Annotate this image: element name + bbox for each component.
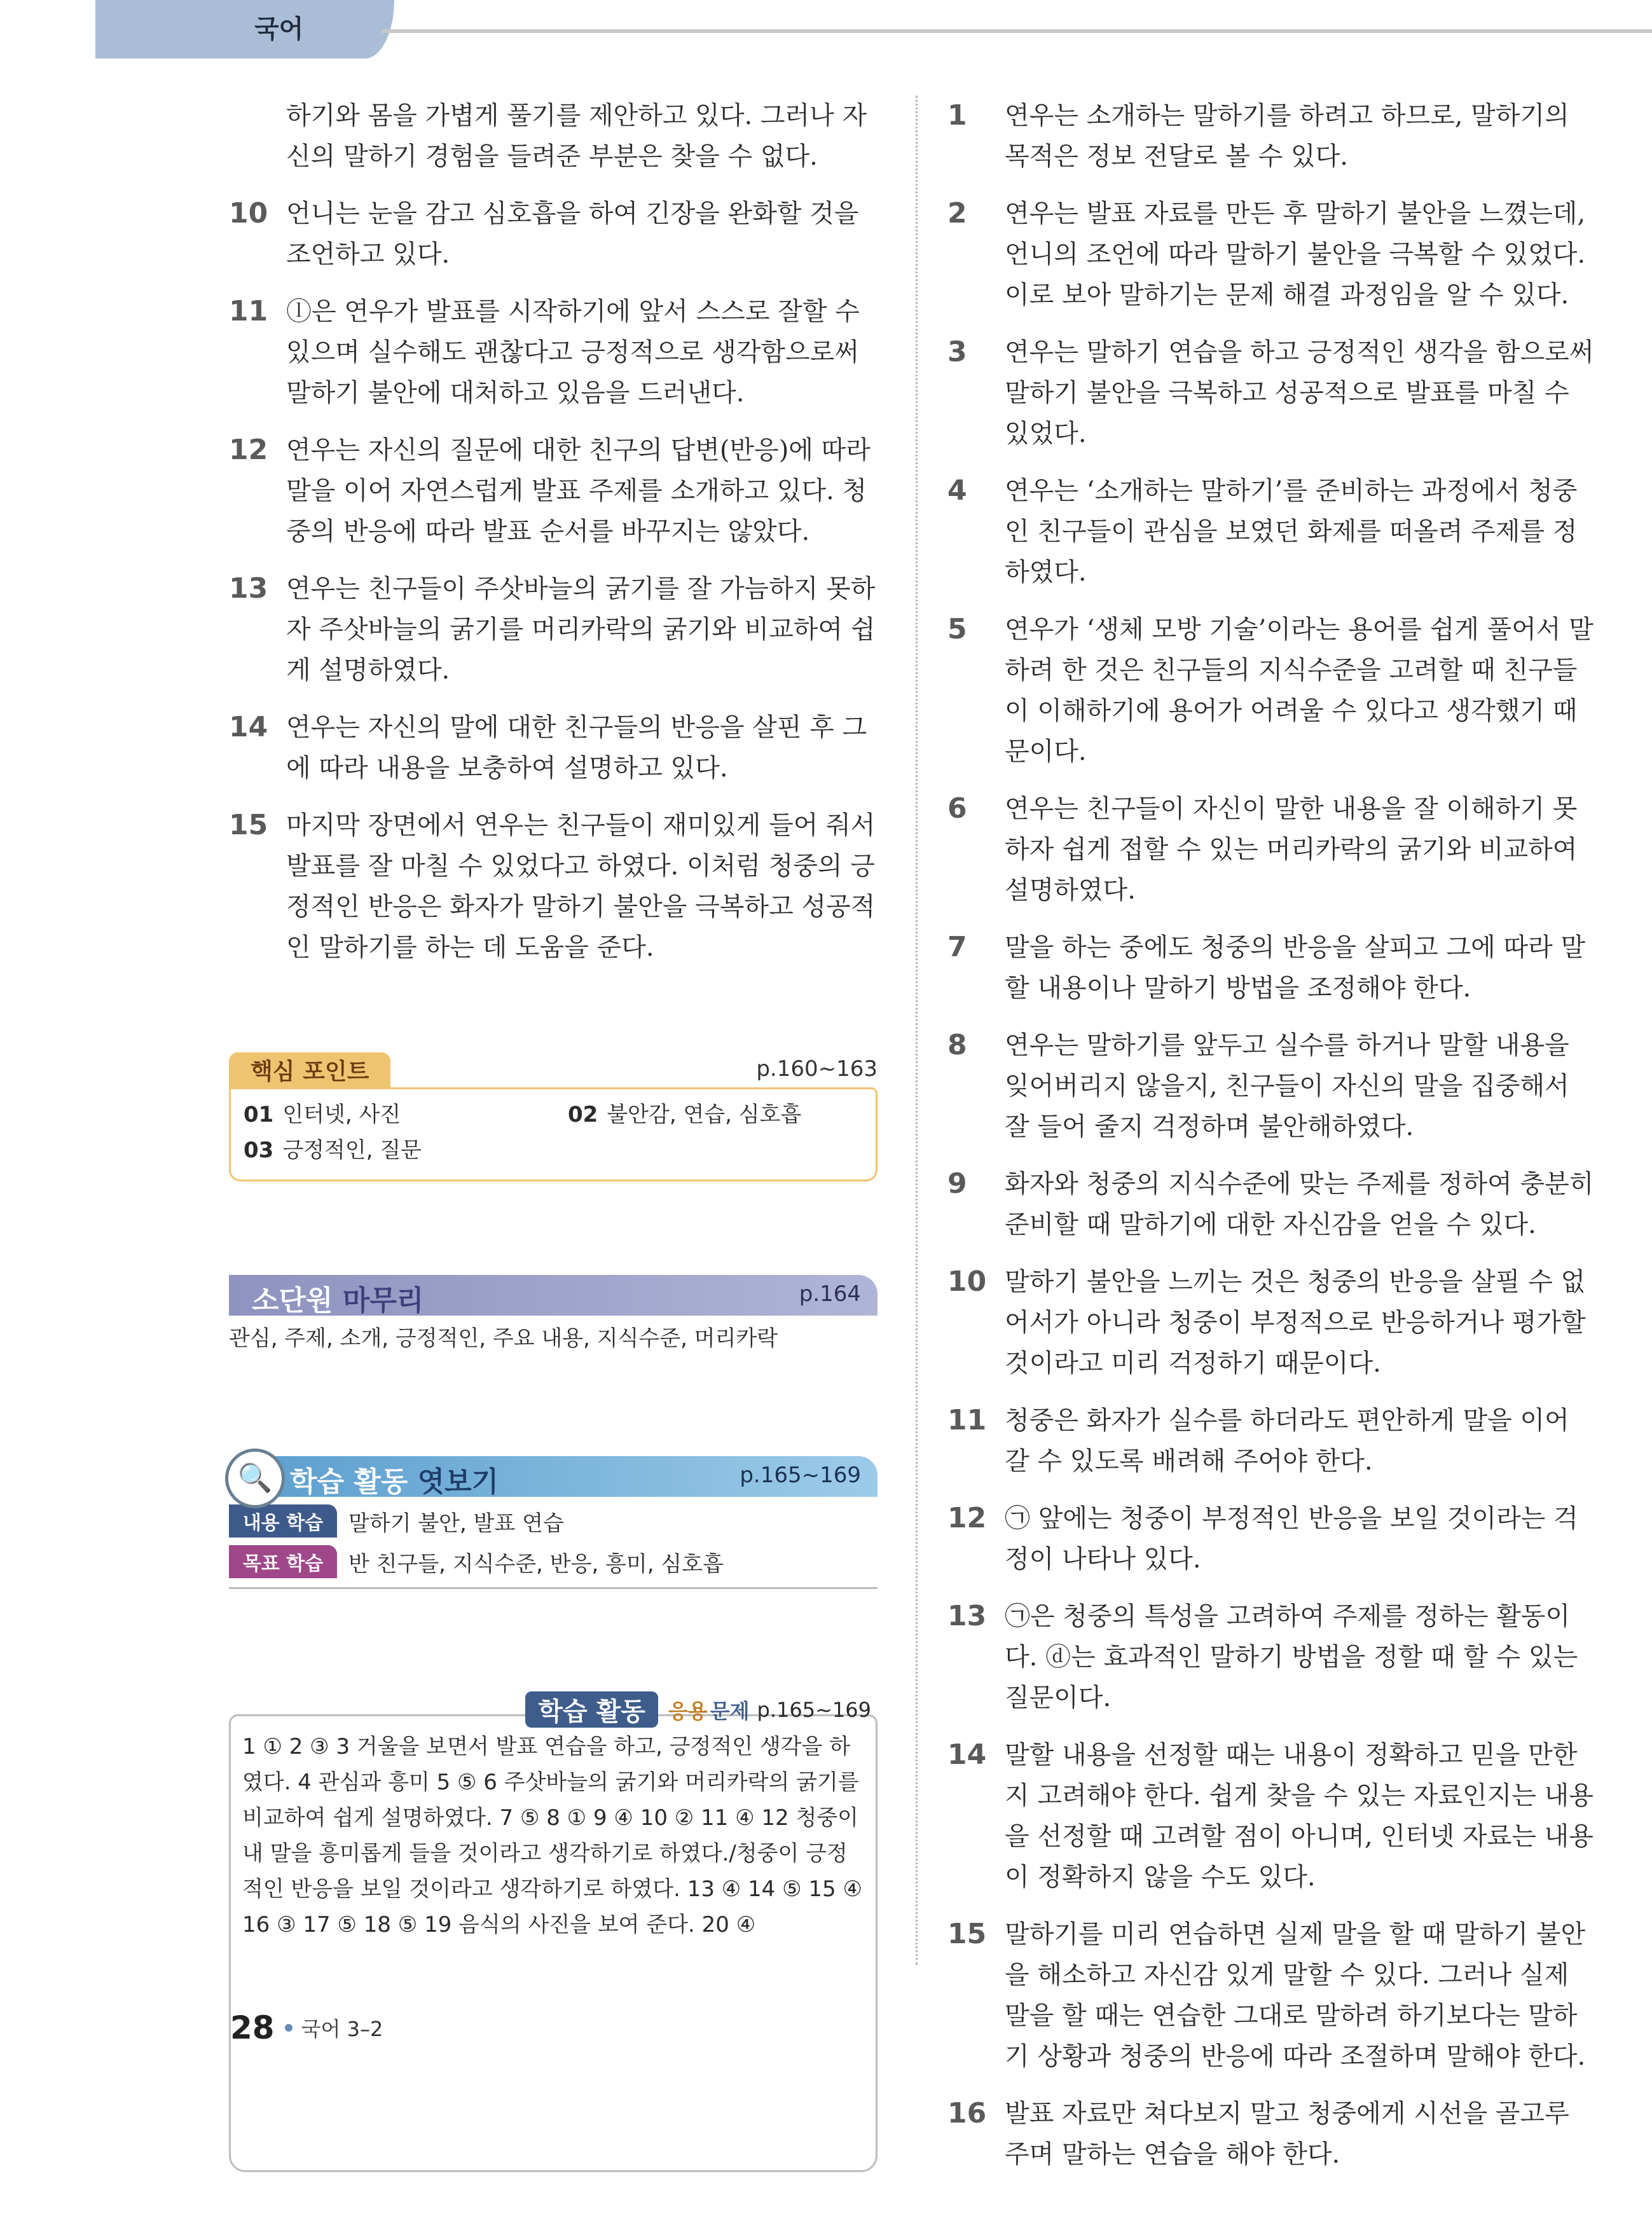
key-point-box	[229, 1052, 878, 1181]
answer-number: 5	[947, 613, 967, 645]
answer-number: 13	[947, 1600, 987, 1632]
answer-number: 10	[947, 1265, 987, 1298]
answer-text: ㉠ 앞에는 청중이 부정적인 반응을 보일 것이라는 걱정이 나타나 있다.	[1005, 1504, 1578, 1574]
answer-text: 연우가 ‘생체 모방 기술’이라는 용어를 쉽게 풀어서 말하려 한 것은 친구들의 지식수준을 고려할 때 친구들이 이해하기에 용어가 어려울 수 있다고 생각했기 때문이다.	[1005, 615, 1593, 766]
subject-title: 국어	[254, 15, 304, 44]
activity-preview-box	[229, 1456, 878, 1589]
right-column	[947, 95, 1596, 2191]
unit-summary-title: 소단원 마무리	[252, 1284, 424, 1317]
answer-text: 연우는 자신의 말에 대한 친구들의 반응을 살핀 후 그에 따라 내용을 보충하여 설명하고 있다.	[286, 713, 867, 783]
answer-item	[947, 1596, 1596, 1718]
answer-text: 연우는 친구들이 주삿바늘의 굵기를 잘 가늠하지 못하자 주삿바늘의 굵기를 머리카락의 굵기와 비교하여 쉽게 설명하였다.	[286, 574, 876, 685]
answer-number: 9	[947, 1167, 967, 1200]
answer-number: 11	[229, 295, 268, 327]
unit-summary-bar	[229, 1275, 878, 1316]
answer-text: 발표 자료만 쳐다보지 말고 청중에게 시선을 골고루 주며 말하는 연습을 해야 한다.	[1005, 2099, 1569, 2169]
magnifier-icon: 🔍	[225, 1449, 285, 1508]
answer-item	[947, 788, 1596, 911]
answer-item	[947, 1735, 1596, 1897]
answer-number: 15	[229, 809, 268, 841]
preview-row	[229, 1504, 878, 1538]
key-point-entry: 02 불안감, 연습, 심호흡	[568, 1102, 802, 1127]
answer-text: 말을 하는 중에도 청중의 반응을 살피고 그에 따라 말할 내용이나 말하기 방법을 조정해야 한다.	[1005, 933, 1586, 1003]
goal-learning-tag: 목표 학습	[229, 1545, 337, 1578]
answer-item	[947, 1164, 1596, 1245]
answers-page: p.165~169	[757, 1697, 871, 1722]
answers-header	[525, 1691, 871, 1728]
activity-preview-page: p.165~169	[740, 1463, 861, 1488]
answer-item	[947, 1914, 1596, 2077]
answer-text: ⓛ은 연우가 발표를 시작하기에 앞서 스스로 잘할 수 있으며 실수해도 괜찮다고 긍정적으로 생각함으로써 말하기 불안에 대처하고 있음을 드러낸다.	[286, 297, 860, 408]
answer-number: 11	[947, 1404, 987, 1436]
book-title: 국어 3–2	[301, 2017, 383, 2041]
unit-summary-page: p.164	[799, 1281, 861, 1307]
answer-number: 13	[229, 572, 268, 605]
answer-item	[947, 193, 1596, 315]
key-point-body	[229, 1087, 878, 1181]
right-answer-list	[947, 95, 1596, 2175]
left-intro-paragraph: 하기와 몸을 가볍게 풀기를 제안하고 있다. 그러나 자신의 말하기 경험을 들려준 부분은 찾을 수 없다.	[286, 101, 867, 171]
answer-text: 연우는 ‘소개하는 말하기’를 준비하는 과정에서 청중인 친구들이 관심을 보였던 화제를 떠올려 주제를 정하였다.	[1005, 476, 1578, 587]
answer-number: 12	[229, 434, 268, 466]
answer-item	[947, 2093, 1596, 2175]
key-point-entry: 03 긍정적인, 질문	[244, 1138, 422, 1163]
answer-item	[229, 805, 878, 968]
answer-item	[947, 609, 1596, 772]
answer-item	[229, 707, 878, 788]
answers-label-a: 응용	[668, 1698, 708, 1723]
subject-tab	[95, 0, 394, 59]
preview-row-text: 반 친구들, 지식수준, 반응, 흥미, 심호흡	[348, 1551, 724, 1577]
answer-text: 연우는 말하기 연습을 하고 긍정적인 생각을 함으로써 말하기 불안을 극복하고 성공적으로 발표를 마칠 수 있었다.	[1005, 338, 1594, 448]
answer-text: 연우는 자신의 질문에 대한 친구의 답변(반응)에 따라 말을 이어 자연스럽게 발표 주제를 소개하고 있다. 청중의 반응에 따라 발표 순서를 바꾸지는 않았다.	[286, 436, 871, 546]
answer-text: 연우는 발표 자료를 만든 후 말하기 불안을 느꼈는데, 언니의 조언에 따라 말하기 불안을 극복할 수 있었다. 이로 보아 말하기는 문제 해결 과정임을 알 수 있다.	[1005, 199, 1586, 310]
unit-summary-text: 관심, 주제, 소개, 긍정적인, 주요 내용, 지식수준, 머리카락	[229, 1326, 778, 1351]
answers-tab: 학습 활동	[525, 1691, 658, 1728]
unit-summary-box	[229, 1275, 878, 1356]
answer-text: 연우는 소개하는 말하기를 하려고 하므로, 말하기의 목적은 정보 전달로 볼 수 있다.	[1005, 101, 1569, 171]
answer-text: 연우는 친구들이 자신이 말한 내용을 잘 이해하기 못하자 쉽게 접할 수 있는 머리카락의 굵기와 비교하여 설명하였다.	[1005, 794, 1578, 905]
answer-text: 청중은 화자가 실수를 하더라도 편안하게 말을 이어 갈 수 있도록 배려해 주어야 한다.	[1005, 1406, 1569, 1476]
key-point-label: 핵심 포인트	[229, 1052, 390, 1087]
bullet-dot-icon	[285, 2024, 293, 2032]
answer-item	[947, 1262, 1596, 1384]
answer-item	[947, 95, 1596, 177]
answer-number: 2	[947, 197, 967, 230]
answer-text: 언니는 눈을 감고 심호흡을 하여 긴장을 완화할 것을 조언하고 있다.	[286, 199, 859, 269]
activity-preview-title: 학습 활동 엿보기	[290, 1466, 499, 1498]
answer-number: 8	[947, 1029, 967, 1061]
left-column	[229, 95, 878, 984]
answers-text: 1 ① 2 ③ 3 거울을 보면서 발표 연습을 하고, 긍정적인 생각을 하였다. 4 관심과 흥미 5 ⑤ 6 주삿바늘의 굵기와 머리카락의 굵기를 비교하여 쉽게 설명하였다. 7 ⑤ 8 ① 9 ④ 10 ② 11 ④ 12 청중이 내 말을 흥미롭게 들을 것이라고 생각하기로 하였다./청중이 긍정적인 반응을 보일 것이라고 생각하기로 하였다. 13 ④ 14 ⑤ 15 ④ 16 ③ 17 ⑤ 18 ⑤ 19 음식의 사진을 보여 준다. 20 ④	[229, 1714, 878, 2172]
answer-number: 6	[947, 792, 967, 825]
answer-item	[947, 1498, 1596, 1580]
preview-row-text: 말하기 불안, 발표 연습	[348, 1510, 564, 1536]
left-answer-list	[229, 193, 878, 968]
answer-text: 말하기를 미리 연습하면 실제 말을 할 때 말하기 불안을 해소하고 자신감 있게 말할 수 있다. 그러나 실제 말을 할 때는 연습한 그대로 말하려 하기보다는 말하기 상황과 청중의 반응에 따라 조절하며 말해야 한다.	[1005, 1920, 1586, 2071]
column-divider	[916, 95, 918, 1965]
answer-number: 14	[947, 1738, 987, 1771]
answer-item	[229, 568, 878, 691]
answer-item	[229, 291, 878, 413]
answer-text: 마지막 장면에서 연우는 친구들이 재미있게 들어 줘서 발표를 잘 마칠 수 있었다고 하였다. 이처럼 청중의 긍정적인 반응은 화자가 말하기 불안을 극복하고 성공적인 말하기를 하는 데 도움을 준다.	[286, 811, 876, 962]
header-rule	[382, 29, 1652, 33]
answer-number: 16	[947, 2097, 987, 2130]
answer-number: 7	[947, 931, 967, 963]
answer-number: 3	[947, 336, 967, 368]
answer-text: 화자와 청중의 지식수준에 맞는 주제를 정하여 충분히 준비할 때 말하기에 대한 자신감을 얻을 수 있다.	[1005, 1169, 1594, 1239]
answer-number: 12	[947, 1502, 987, 1534]
answer-number: 14	[229, 711, 268, 743]
answers-label-b: 문제	[710, 1698, 750, 1723]
answer-item	[947, 1025, 1596, 1147]
answer-item	[947, 471, 1596, 593]
answer-text: 말하기 불안을 느끼는 것은 청중의 반응을 살필 수 없어서가 아니라 청중이 부정적으로 반응하거나 평가할 것이라고 미리 걱정하기 때문이다.	[1005, 1267, 1586, 1378]
page-number: 28	[230, 2009, 275, 2046]
answer-item	[947, 332, 1596, 454]
answer-number: 1	[947, 99, 967, 132]
answer-number: 15	[947, 1918, 987, 1950]
page-footer	[230, 2009, 383, 2046]
answer-text: 연우는 말하기를 앞두고 실수를 하거나 말할 내용을 잊어버리지 않을지, 친구들이 자신의 말을 집중해서 잘 들어 줄지 걱정하며 불안해하였다.	[1005, 1031, 1569, 1141]
answer-text: 말할 내용을 선정할 때는 내용이 정확하고 믿을 만한지 고려해야 한다. 쉽게 찾을 수 있는 자료인지는 내용을 선정할 때 고려할 점이 아니며, 인터넷 자료는 내용이 정확하지 않을 수도 있다.	[1005, 1740, 1593, 1892]
content-learning-tag: 내용 학습	[229, 1504, 337, 1538]
answer-text: ㉠은 청중의 특성을 고려하여 주제를 정하는 활동이다. ⓓ는 효과적인 말하기 방법을 정할 때 할 수 있는 질문이다.	[1005, 1602, 1578, 1712]
answer-item	[947, 1400, 1596, 1482]
preview-row	[229, 1545, 878, 1578]
preview-rule	[229, 1587, 878, 1589]
key-point-entry: 01 인터넷, 사진	[244, 1102, 401, 1127]
answer-number: 4	[947, 474, 967, 507]
key-point-page: p.160~163	[756, 1056, 878, 1082]
answer-item	[229, 430, 878, 552]
answer-item	[947, 927, 1596, 1008]
activity-preview-bar	[237, 1456, 878, 1498]
answer-number: 10	[229, 197, 268, 230]
answer-item	[229, 193, 878, 275]
